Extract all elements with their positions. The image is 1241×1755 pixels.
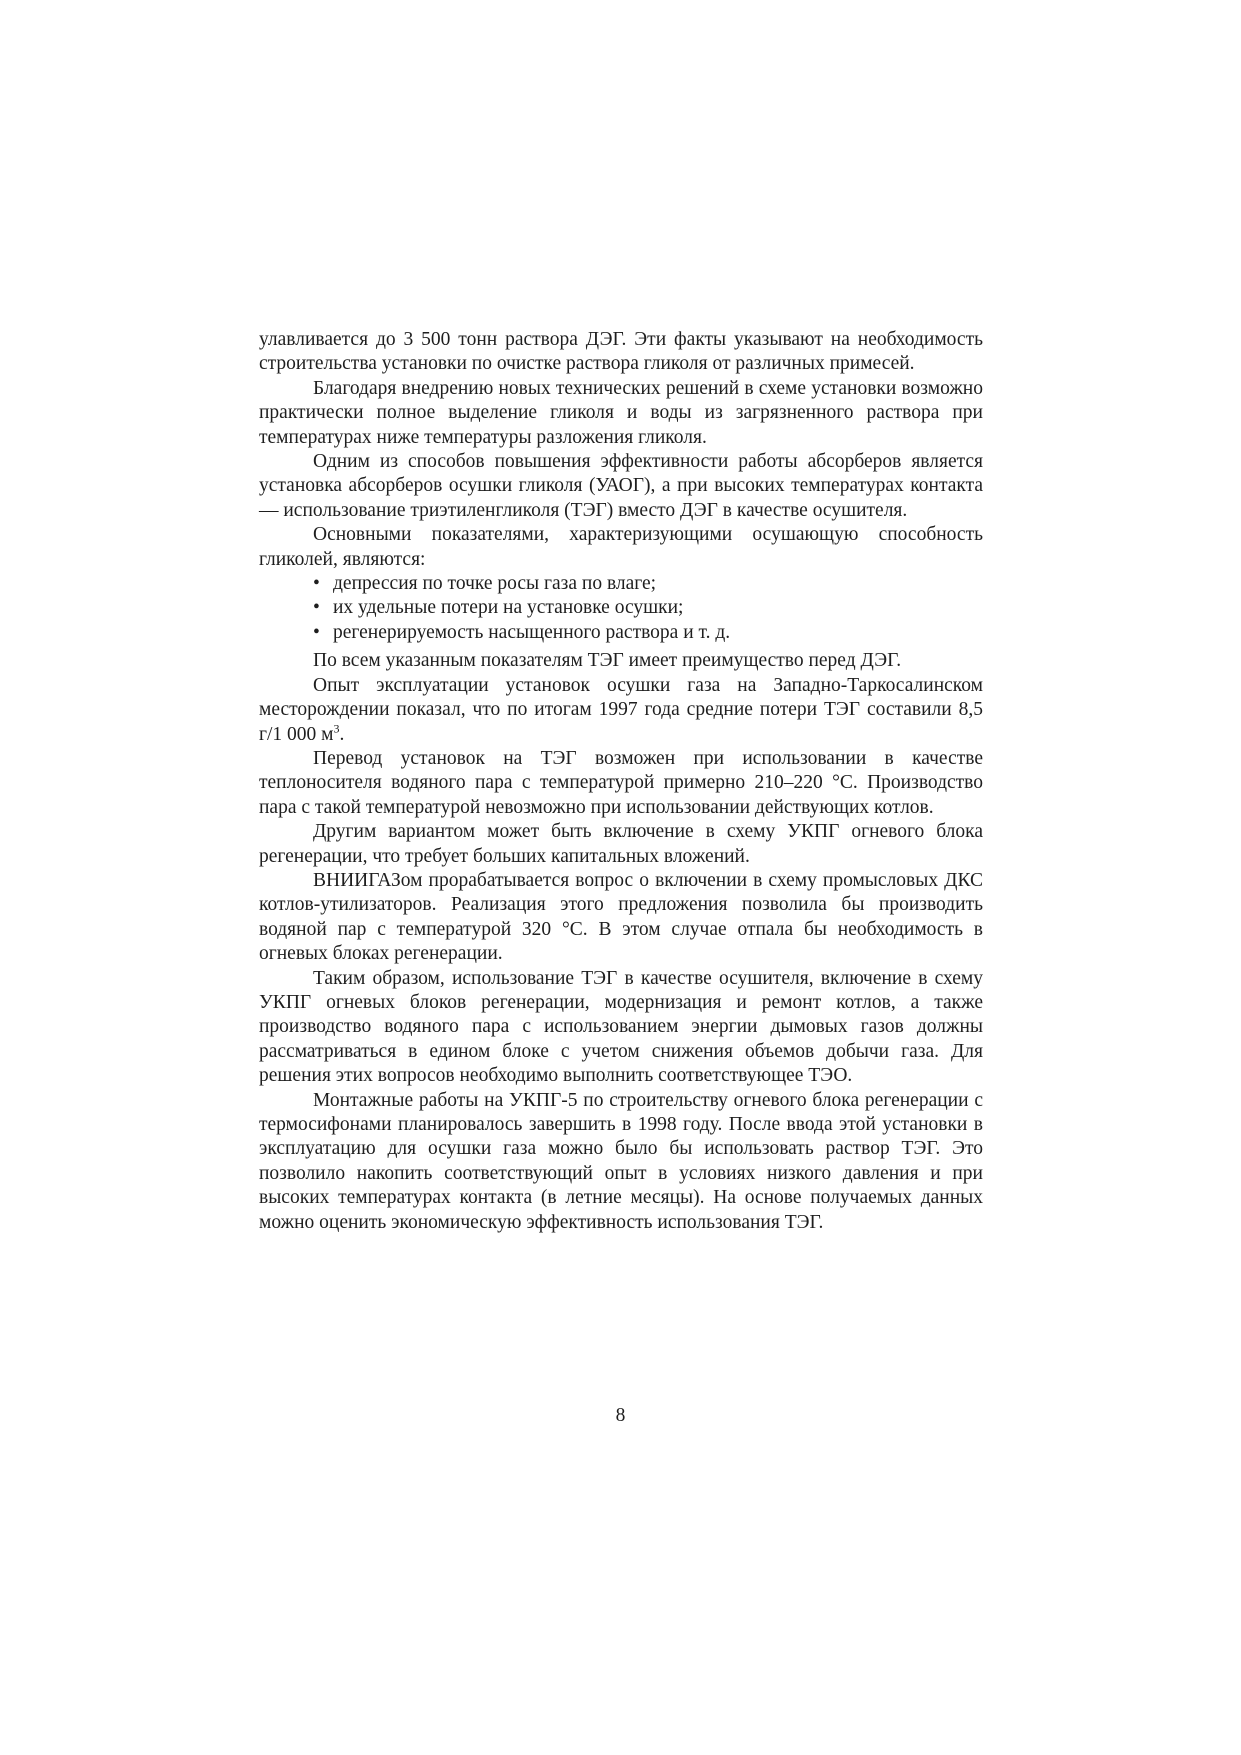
bullet-item: • регенерируемость насыщенного раствора и т. д.	[313, 621, 983, 645]
paragraph-5: По всем указанным показателям ТЭГ имеет преимущество перед ДЭГ.	[313, 650, 902, 672]
paragraph-9: ВНИИГАЗом прорабатывается вопрос о включении в схему промысловых ДКС котлов-утилизаторов. Реализация этого предложения позволила бы производить водяной пар с температурой 320 °С. В этом случае отпала бы необходимость в огневых блоках регенерации.	[259, 869, 983, 965]
page-number: 8	[615, 1405, 626, 1426]
paragraph-6-end: .	[339, 723, 345, 745]
paragraph-1: улавливается до 3 500 тонн раствора ДЭГ. Эти факты указывают на необходимость строительства установки по очистке раствора гликоля от различных примесей.	[259, 329, 983, 375]
paragraph-2: Благодаря внедрению новых технических решений в схеме установки возможно практически полное выделение гликоля и воды из загрязненного раствора при температурах ниже температуры разложения гликоля.	[259, 377, 983, 448]
bullet-item: • депрессия по точке росы газа по влаге;	[313, 572, 983, 596]
paragraph-8: Другим вариантом может быть включение в схему УКПГ огневого блока регенерации, что требует больших капитальных вложений.	[259, 821, 983, 867]
bullet-item: • их удельные потери на установке осушки;	[313, 596, 983, 620]
paragraph-4: Основными показателями, характеризующими осушающую способность гликолей, являются:	[259, 524, 983, 570]
bullet-list	[259, 572, 983, 645]
paragraph-6-text: Опыт эксплуатации установок осушки газа на Западно-Таркосалинском месторождении показал, что по итогам 1997 года средние потери ТЭГ составили 8,5 г/1 000 м	[259, 674, 983, 745]
paragraph-11: Монтажные работы на УКПГ-5 по строительству огневого блока регенерации с термосифонами планировалось завершить в 1998 году. После ввода этой установки в эксплуатацию для осушки газа можно было бы использовать раствор ТЭГ. Это позволило накопить соответствующий опыт в условиях низкого давления и при высоких температурах контакта (в летние месяцы). На основе получаемых данных можно оценить экономическую эффективность использования ТЭГ.	[259, 1089, 983, 1233]
body-text	[259, 328, 983, 1235]
superscript-3: 3	[333, 721, 340, 735]
paragraph-7: Перевод установок на ТЭГ возможен при использовании в качестве теплоносителя водяного пара с температурой примерно 210–220 °С. Производство пара с такой температурой невозможно при использовании действующих котлов.	[259, 747, 983, 818]
paragraph-3: Одним из способов повышения эффективности работы абсорберов является установка абсорберов осушки гликоля (УАОГ), а при высоких температурах контакта — использование триэтиленгликоля (ТЭГ) вместо ДЭГ в качестве осушителя.	[259, 451, 983, 521]
paragraph-10: Таким образом, использование ТЭГ в качестве осушителя, включение в схему УКПГ огневых блоков регенерации, модернизация и ремонт котлов, а также производство водяного пара с использованием энергии дымовых газов должны рассматриваться в едином блоке с учетом снижения объемов добычи газа. Для решения этих вопросов необходимо выполнить соответствующее ТЭО.	[259, 967, 983, 1087]
paragraph-6	[259, 674, 983, 747]
